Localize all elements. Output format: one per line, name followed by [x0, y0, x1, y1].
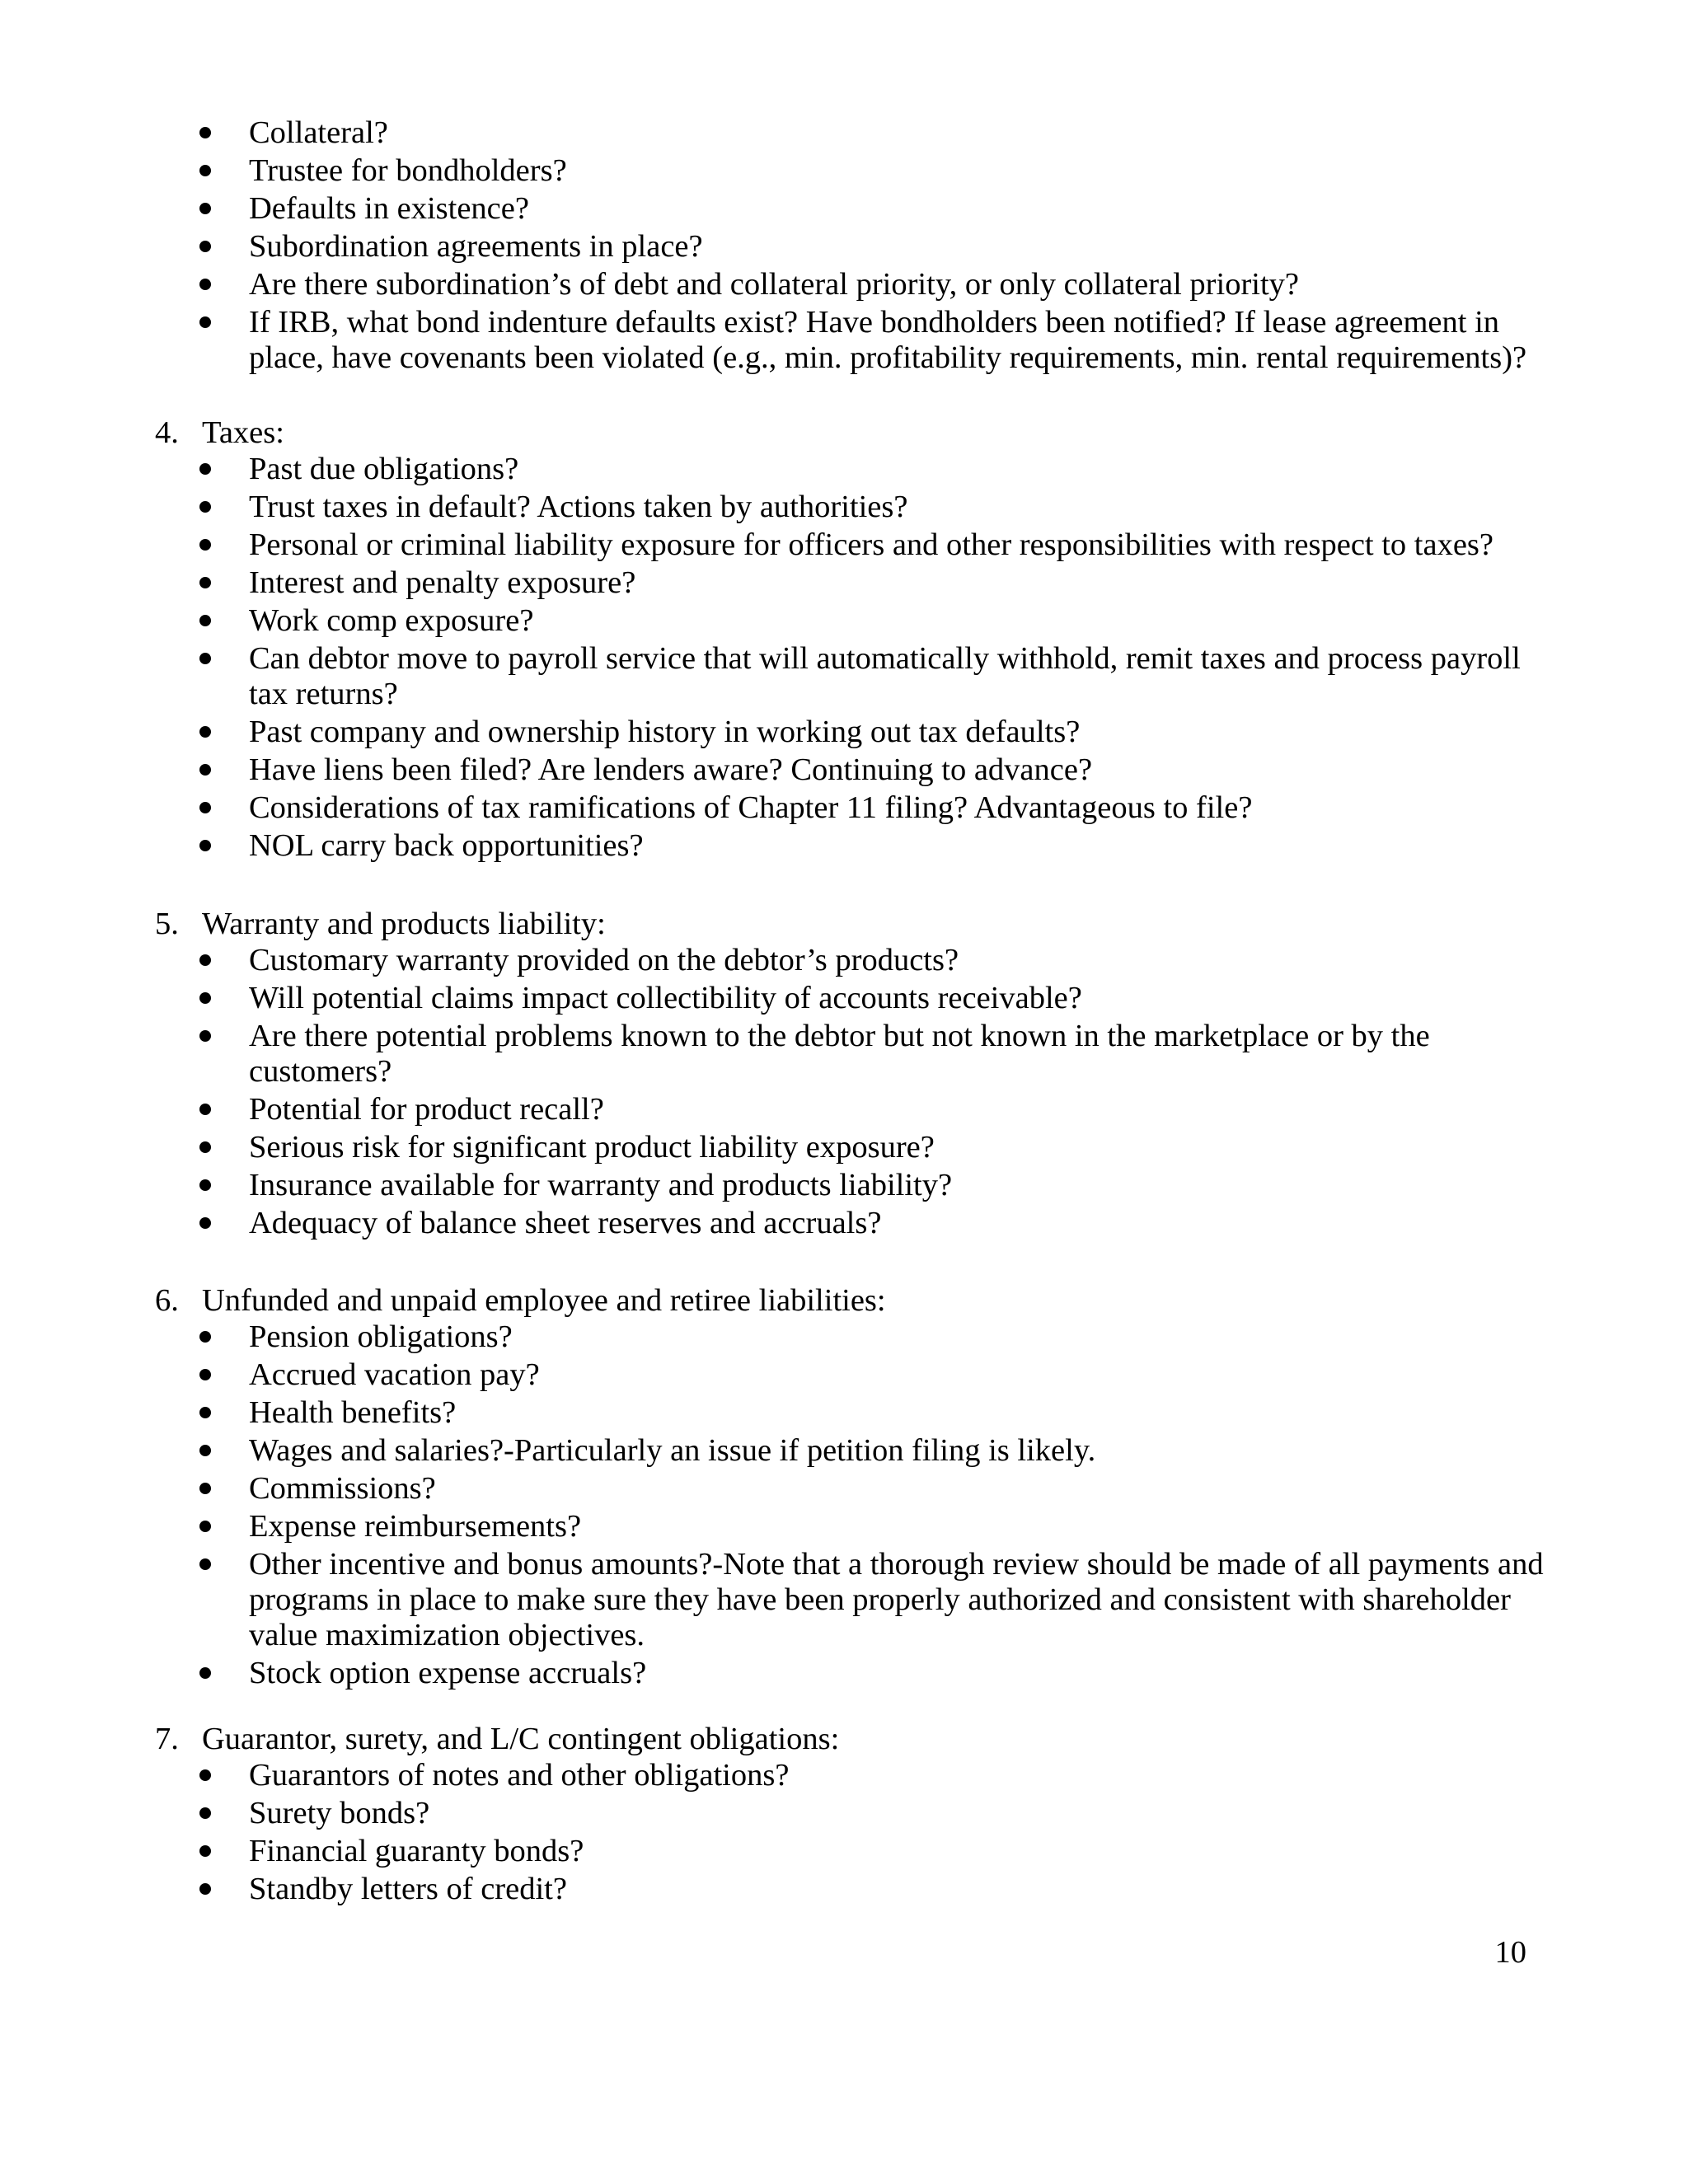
- bullet-icon: [199, 1407, 211, 1418]
- list-item: Insurance available for warranty and products liability?: [0, 1168, 1688, 1203]
- page-number: 10: [1494, 1935, 1526, 1970]
- list-item: Financial guaranty bonds?: [0, 1834, 1688, 1869]
- bullet-icon: [199, 279, 211, 290]
- bullet-icon: [199, 241, 211, 252]
- list-item: Have liens been filed? Are lenders aware? Continuing to advance?: [0, 752, 1688, 788]
- list-item: Serious risk for significant product liability exposure?: [0, 1130, 1688, 1165]
- bullet-icon: [199, 165, 211, 176]
- section-taxes: [0, 414, 1688, 866]
- bullet-icon: [199, 1217, 211, 1229]
- bullet-icon: [199, 653, 211, 664]
- section-guarantor: [0, 1720, 1688, 1910]
- list-item: Pension obligations?: [0, 1319, 1688, 1355]
- section-number: 5.: [155, 907, 179, 941]
- list-item: Customary warranty provided on the debtor’s products?: [0, 943, 1688, 978]
- bullet-icon: [199, 726, 211, 738]
- list-item: Accrued vacation pay?: [0, 1357, 1688, 1393]
- bullet-icon: [199, 1845, 211, 1857]
- section-number: 4.: [155, 415, 179, 450]
- list-item: Defaults in existence?: [0, 191, 1688, 227]
- bullet-icon: [199, 1883, 211, 1895]
- section-title: Taxes:: [202, 415, 284, 450]
- bullet-icon: [199, 840, 211, 851]
- list-item: If IRB, what bond indenture defaults exist? Have bondholders been notified? If lease agreement in place, have covenants been violated (e.g., min. profitability requirements, min. rental requirements)?: [0, 305, 1688, 376]
- list-item: Work comp exposure?: [0, 603, 1688, 639]
- bullet-icon: [199, 802, 211, 813]
- list-item: Can debtor move to payroll service that will automatically withhold, remit taxes and process payroll tax returns?: [0, 641, 1688, 712]
- bullet-icon: [199, 501, 211, 513]
- bullet-icon: [199, 1521, 211, 1532]
- section-heading: [0, 1282, 1688, 1319]
- bullet-icon: [199, 127, 211, 138]
- list-item: Stock option expense accruals?: [0, 1656, 1688, 1691]
- bullet-icon: [199, 577, 211, 588]
- section-number: 6.: [155, 1283, 179, 1318]
- list-item: Past due obligations?: [0, 452, 1688, 487]
- list-item: Collateral?: [0, 115, 1688, 151]
- list-item: Trust taxes in default? Actions taken by authorities?: [0, 490, 1688, 525]
- bullet-icon: [199, 1331, 211, 1343]
- section-heading: [0, 1720, 1688, 1758]
- section-employee-liabilities: [0, 1282, 1688, 1694]
- list-item: NOL carry back opportunities?: [0, 828, 1688, 864]
- list-item: Standby letters of credit?: [0, 1872, 1688, 1907]
- bullet-icon: [199, 1807, 211, 1819]
- list-item: Will potential claims impact collectibility of accounts receivable?: [0, 981, 1688, 1016]
- bullet-icon: [199, 1141, 211, 1153]
- list-item: Subordination agreements in place?: [0, 229, 1688, 265]
- list-item: Trustee for bondholders?: [0, 153, 1688, 189]
- bullet-icon: [199, 1769, 211, 1781]
- section-heading: [0, 905, 1688, 943]
- bullet-icon: [199, 1558, 211, 1570]
- list-item: Interest and penalty exposure?: [0, 565, 1688, 601]
- bullet-icon: [199, 954, 211, 966]
- section-title: Warranty and products liability:: [202, 907, 606, 941]
- list-item: Guarantors of notes and other obligations?: [0, 1758, 1688, 1793]
- list-item: Are there subordination’s of debt and collateral priority, or only collateral priority?: [0, 267, 1688, 302]
- bullet-icon: [199, 1369, 211, 1380]
- section-warranty: [0, 905, 1688, 1244]
- bullet-icon: [199, 764, 211, 776]
- list-item: Past company and ownership history in working out tax defaults?: [0, 715, 1688, 750]
- bullet-icon: [199, 539, 211, 551]
- intro-bullet-list: [0, 115, 1688, 378]
- list-item: Wages and salaries?-Particularly an issue if petition filing is likely.: [0, 1433, 1688, 1469]
- bullet-icon: [199, 316, 211, 328]
- bullet-icon: [199, 1104, 211, 1115]
- list-item: Potential for product recall?: [0, 1092, 1688, 1127]
- section-number: 7.: [155, 1722, 179, 1756]
- bullet-icon: [199, 1030, 211, 1042]
- bullet-icon: [199, 1445, 211, 1456]
- section-title: Unfunded and unpaid employee and retiree liabilities:: [202, 1283, 886, 1318]
- bullet-icon: [199, 615, 211, 626]
- list-item: Commissions?: [0, 1471, 1688, 1507]
- list-item: Health benefits?: [0, 1395, 1688, 1431]
- list-item: Surety bonds?: [0, 1796, 1688, 1831]
- list-item: Adequacy of balance sheet reserves and accruals?: [0, 1206, 1688, 1241]
- section-heading: [0, 414, 1688, 452]
- list-item: Other incentive and bonus amounts?-Note that a thorough review should be made of all payments and programs in place to make sure they have been properly authorized and consistent with shareholder value maximization objectives.: [0, 1547, 1688, 1653]
- bullet-icon: [199, 1667, 211, 1679]
- bullet-icon: [199, 1179, 211, 1191]
- bullet-icon: [199, 203, 211, 214]
- bullet-icon: [199, 992, 211, 1004]
- bullet-icon: [199, 1483, 211, 1494]
- bullet-icon: [199, 463, 211, 475]
- list-item: Considerations of tax ramifications of Chapter 11 filing? Advantageous to file?: [0, 790, 1688, 826]
- list-item: Personal or criminal liability exposure for officers and other responsibilities with respect to taxes?: [0, 527, 1688, 563]
- list-item: Are there potential problems known to the debtor but not known in the marketplace or by the customers?: [0, 1019, 1688, 1090]
- list-item: Expense reimbursements?: [0, 1509, 1688, 1544]
- section-title: Guarantor, surety, and L/C contingent obligations:: [202, 1722, 840, 1756]
